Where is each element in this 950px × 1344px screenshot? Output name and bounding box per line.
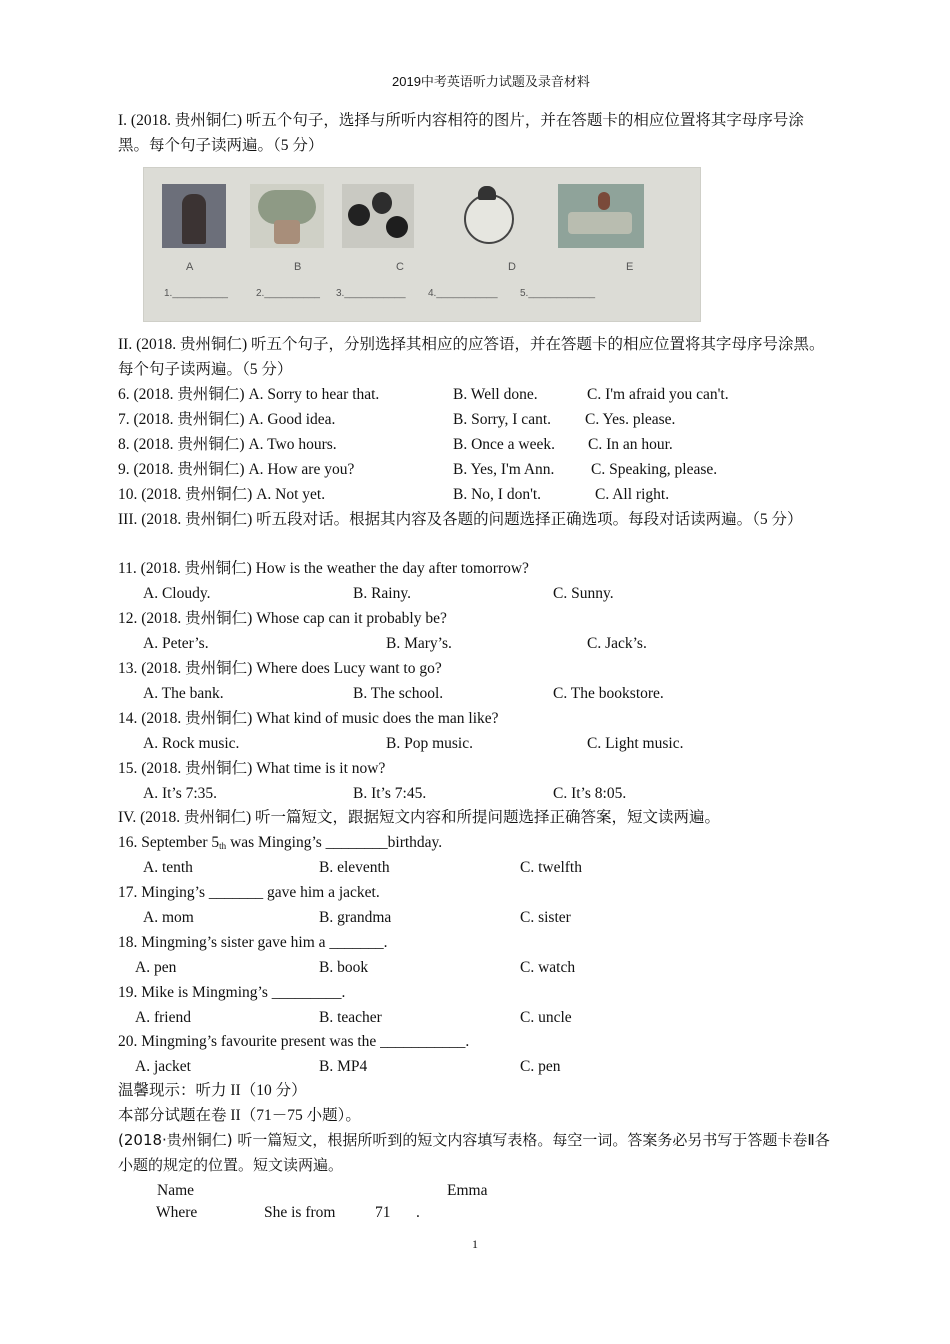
question-14-option-a: A. Rock music. [143,735,240,752]
question-13-stem: 13. (2018. 贵州铜仁) Where does Lucy want to go? [118,660,442,677]
section-1-heading: I. (2018. 贵州铜仁) 听五个句子，选择与所听内容相符的图片，并在答题卡的相应位置将其字母序号涂黑。每个句子读两遍。（5 分） [118,112,804,154]
question-20-stem: 20. Mingming’s favourite present was the ___________. [118,1033,470,1050]
question-9-option-b: B. Yes, I'm Ann. [453,461,555,478]
listening-tip-note: 本部分试题在卷 II（71－75 小题）。 [118,1107,361,1124]
table-blank-number: 71 [375,1204,391,1221]
question-20-option-b: B. MP4 [319,1058,368,1075]
picture-c [342,184,414,248]
answer-blank-3: 3.___________ [336,288,406,299]
question-14-option-c: C. Light music. [587,735,684,752]
question-13-option-a: A. The bank. [143,685,224,702]
question-6-stem: 6. (2018. 贵州铜仁) A. Sorry to hear that. [118,386,380,403]
question-16-option-b: B. eleventh [319,859,390,876]
picture-options-photo [143,167,701,322]
question-13-option-c: C. The bookstore. [553,685,664,702]
picture-label-b: B [294,261,302,273]
question-12-stem: 12. (2018. 贵州铜仁) Whose cap can it probably be? [118,610,447,627]
answer-blank-5: 5.____________ [520,288,596,299]
section-3-heading: III. (2018. 贵州铜仁) 听五段对话。根据其内容及各题的问题选择正确选项。每段对话读两遍。（5 分） [118,511,803,528]
question-12-option-b: B. Mary’s. [386,635,452,652]
question-8-option-b: B. Once a week. [453,436,555,453]
question-20-option-a: A. jacket [135,1058,191,1075]
question-17-stem: 17. Minging’s _______ gave him a jacket. [118,884,380,901]
question-12-option-a: A. Peter’s. [143,635,209,652]
picture-label-c: C [396,261,404,273]
table-where-text: She is from [264,1204,336,1221]
question-15-option-b: B. It’s 7:45. [353,785,427,802]
question-13-option-b: B. The school. [353,685,444,702]
question-18-option-b: B. book [319,959,369,976]
answer-blank-1: 1.__________ [164,288,228,299]
page-number: 1 [472,1237,478,1251]
question-15-option-c: C. It’s 8:05. [553,785,627,802]
question-18-stem: 18. Mingming’s sister gave him a _______. [118,934,388,951]
listening-tip: 温馨现示：听力 II（10 分） [118,1082,307,1099]
question-11-stem: 11. (2018. 贵州铜仁) How is the weather the day after tomorrow? [118,560,529,577]
question-8-stem: 8. (2018. 贵州铜仁) A. Two hours. [118,436,337,453]
question-19-stem: 19. Mike is Mingming’s _________. [118,984,346,1001]
question-12-option-c: C. Jack’s. [587,635,647,652]
question-15-stem: 15. (2018. 贵州铜仁) What time is it now? [118,760,386,777]
picture-label-a: A [186,261,194,273]
question-9-option-c: C. Speaking, please. [591,461,718,478]
question-16-option-a: A. tenth [143,859,193,876]
question-11-option-a: A. Cloudy. [143,585,211,602]
question-17-option-c: C. sister [520,909,571,926]
table-name-value: Emma [447,1182,488,1199]
question-16-stem [118,833,442,856]
question-14-stem: 14. (2018. 贵州铜仁) What kind of music does the man like? [118,710,499,727]
question-15-option-a: A. It’s 7:35. [143,785,218,802]
question-16-text-end: was Minging’s ________birthday. [226,834,443,851]
question-18-option-a: A. pen [135,959,177,976]
picture-label-d: D [508,261,516,273]
question-11-option-b: B. Rainy. [353,585,411,602]
question-10-option-b: B. No, I don't. [453,486,542,503]
question-16-ordinal-suffix: th [219,841,227,851]
answer-blank-4: 4.___________ [428,288,498,299]
section-4-heading: IV. (2018. 贵州铜仁) 听一篇短文，跟据短文内容和所提问题选择正确答案，短文读两遍。 [118,809,721,826]
question-19-option-c: C. uncle [520,1009,572,1026]
section-2-heading: II. (2018. 贵州铜仁) 听五个句子，分别选择其相应的应答语，并在答题卡的相应位置将其字母序号涂黑。每个句子读两遍。（5 分） [118,336,825,378]
page-header: 2019中考英语听力试题及录音材料 [392,74,590,89]
question-8-option-c: C. In an hour. [588,436,673,453]
question-19-option-b: B. teacher [319,1009,382,1026]
picture-b [250,184,324,248]
question-16-text-start: 16. September 5 [118,834,220,851]
question-7-option-b: B. Sorry, I cant. [453,411,552,428]
table-where-end: . [416,1204,420,1221]
question-7-option-c: C. Yes. please. [585,411,676,428]
picture-d [452,184,526,248]
question-17-option-b: B. grandma [319,909,392,926]
question-17-option-a: A. mom [143,909,194,926]
question-20-option-c: C. pen [520,1058,561,1075]
question-19-option-a: A. friend [135,1009,191,1026]
question-10-option-c: C. All right. [595,486,670,503]
picture-e [558,184,644,248]
question-7-stem: 7. (2018. 贵州铜仁) A. Good idea. [118,411,336,428]
question-11-option-c: C. Sunny. [553,585,614,602]
section-5-heading: (2018·贵州铜仁) 听一篇短文，根据所听到的短文内容填写表格。每空一词。答案务必另书写于答题卡卷Ⅱ各小题的规定的位置。短文读两遍。 [118,1131,830,1174]
picture-a [162,184,226,248]
question-16-option-c: C. twelfth [520,859,582,876]
answer-blank-2: 2.__________ [256,288,320,299]
table-name-label: Name [157,1182,195,1199]
question-6-option-c: C. I'm afraid you can't. [587,386,729,403]
question-14-option-b: B. Pop music. [386,735,473,752]
question-10-stem: 10. (2018. 贵州铜仁) A. Not yet. [118,486,326,503]
picture-label-e: E [626,261,634,273]
question-18-option-c: C. watch [520,959,576,976]
table-where-label: Where [156,1204,198,1221]
question-6-option-b: B. Well done. [453,386,538,403]
question-9-stem: 9. (2018. 贵州铜仁) A. How are you? [118,461,355,478]
